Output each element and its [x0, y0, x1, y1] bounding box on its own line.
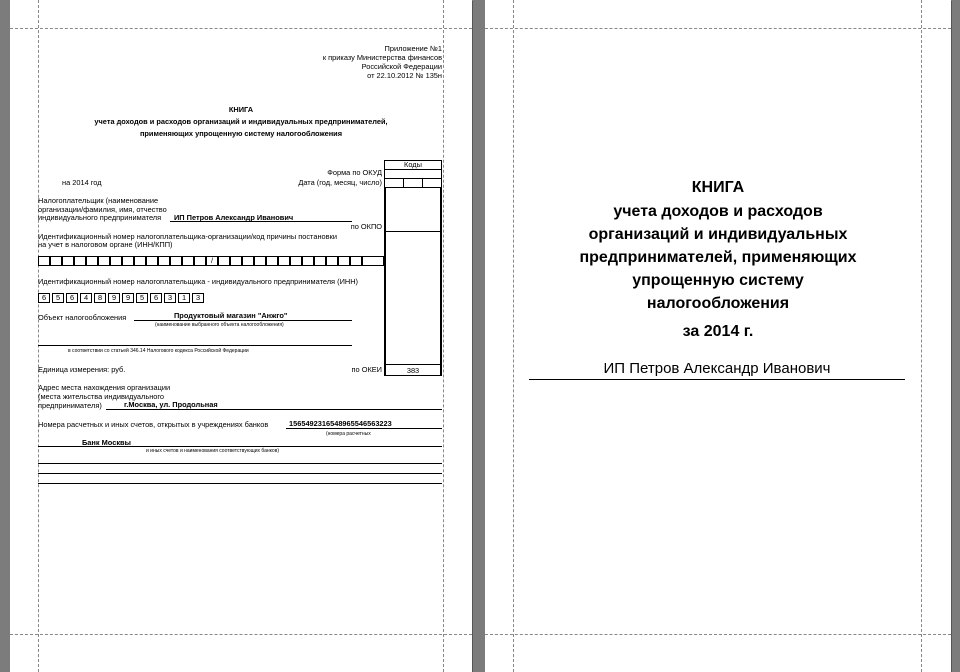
right-page	[485, 0, 951, 672]
form-subtitle-2: применяющих упрощенную систему налогообложения	[139, 129, 343, 138]
accounts-label: Номера расчетных и иных счетов, открытых в учреждениях банков	[38, 420, 269, 429]
object-hint: (наименование выбранного объекта налогообложения)	[155, 322, 284, 328]
unit-label: Единица измерения: руб.	[38, 365, 126, 374]
cover-owner-underline	[529, 379, 905, 380]
okpo-divider	[384, 231, 442, 232]
account-underline	[286, 428, 442, 429]
address-label-2: (места жительства индивидуального	[38, 392, 165, 401]
date-label: Дата (год, месяц, число)	[298, 178, 382, 187]
account-number: 15654923165489655465632​23	[289, 419, 392, 428]
inn-digit: 8	[94, 293, 106, 303]
inn-digit: 6	[150, 293, 162, 303]
left-page	[10, 0, 472, 672]
cover-title-line-3: организаций и индивидуальных	[588, 226, 848, 243]
cover-year: за 2014 г.	[682, 323, 754, 340]
account-hint: (номера расчетных	[326, 431, 371, 437]
taxpayer-underline	[170, 221, 352, 222]
taxpayer-name: ИП Петров Александр Иванович	[174, 213, 294, 222]
margin-guide-left	[38, 0, 39, 672]
bank-underline	[38, 446, 442, 447]
taxpayer-label-3: индивидуального предпринимателя	[38, 213, 162, 222]
taxpayer-label-2: организации/фамилия, имя, отчество	[38, 205, 167, 214]
bank-hint: и иных счетов и наименования соответствующих банков)	[146, 448, 280, 454]
address-label-1: Адрес места нахождения организации	[38, 383, 171, 392]
taxpayer-label-1: Налогоплательщик (наименование	[38, 196, 159, 205]
okpo-label: по ОКПО	[350, 222, 382, 231]
extra-line-1	[38, 463, 442, 464]
inn-digit: 5	[136, 293, 148, 303]
okei-divider	[384, 364, 442, 365]
inn-digit: 3	[164, 293, 176, 303]
margin-guide-bottom	[10, 634, 472, 635]
codes-header: Коды	[384, 160, 442, 170]
extra-line-3	[38, 483, 442, 484]
object-underline	[134, 320, 352, 321]
article-note: в соответствии со статьей 346.14 Налогового кодекса Российской Федерации	[68, 348, 249, 354]
okei-value: 383	[406, 366, 420, 375]
inn-digit: 4	[80, 293, 92, 303]
form-title: КНИГА	[228, 105, 254, 114]
cover-title-line-6: налогообложения	[646, 295, 790, 312]
inn-digit: 6	[38, 293, 50, 303]
form-subtitle-1: учета доходов и расходов организаций и индивидуальных предпринимателей,	[94, 117, 388, 126]
inn-kpp-label-1: Идентификационный номер налогоплательщика-организации/код причины постановки	[38, 232, 337, 241]
appendix-line-1: Приложение №1	[384, 44, 442, 53]
bank-name: Банк Москвы	[82, 438, 131, 447]
inn-digit: 9	[108, 293, 120, 303]
year-line: на 2014 год	[62, 178, 102, 187]
appendix-line-3: Российской Федерации	[361, 62, 442, 71]
appendix-line-4: от 22.10.2012 № 135н	[367, 71, 442, 80]
address-underline	[106, 409, 442, 410]
inn-label: Идентификационный номер налогоплательщика - индивидуального предпринимателя (ИНН)	[38, 277, 359, 286]
address-value: г.Москва, ул. Продольная	[124, 400, 218, 409]
appendix-line-2: к приказу Министерства финансов	[322, 53, 442, 62]
inn-digit: 9	[122, 293, 134, 303]
cover-title-line-2: учета доходов и расходов	[613, 203, 823, 220]
object-value: Продуктовый магазин "Анжго"	[174, 311, 288, 320]
inn-digit: 5	[52, 293, 64, 303]
margin-guide-right	[443, 0, 444, 672]
cover-title-line-4: предпринимателей, применяющих	[579, 249, 857, 266]
object-line-2	[38, 345, 352, 346]
codes-column	[384, 187, 442, 376]
margin-guide-top	[10, 28, 472, 29]
margin-guide-top	[485, 28, 951, 29]
inn-digit: 6	[66, 293, 78, 303]
address-label-3: предпринимателя)	[38, 401, 102, 410]
cover-owner: ИП Петров Александр Иванович	[603, 360, 831, 377]
form-okud-label: Форма по ОКУД	[327, 168, 382, 177]
cover-title: КНИГА	[691, 179, 745, 196]
inn-kpp-label-2: на учет в налоговом органе (ИНН/КПП)	[38, 240, 173, 249]
margin-guide-bottom	[485, 634, 951, 635]
cover-title-line-5: упрощенную систему	[632, 272, 804, 289]
inn-kpp-separator: /	[206, 256, 218, 266]
extra-line-2	[38, 473, 442, 474]
object-label: Объект налогообложения	[38, 313, 127, 322]
inn-digit: 1	[178, 293, 190, 303]
okei-label: по ОКЕИ	[351, 365, 382, 374]
inn-digit: 3	[192, 293, 204, 303]
